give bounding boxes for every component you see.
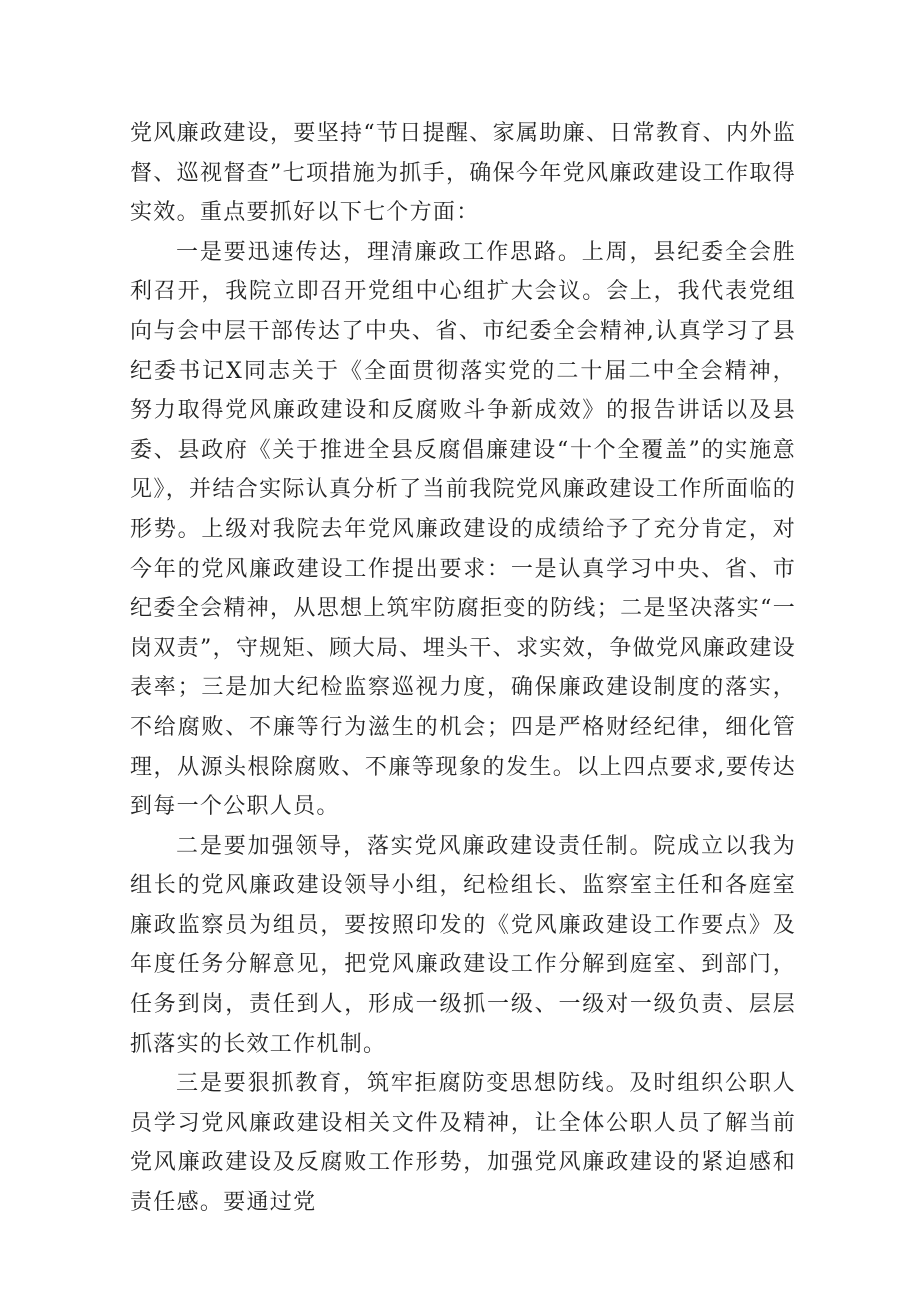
paragraph-point-one: 一是要迅速传达，理清廉政工作思路。上周，县纪委全会胜利召开，我院立即召开党组中心组扩大会议。会上，我代表党组向与会中层干部传达了中央、省、市纪委全会精神,认真学习了县纪委书记X同志关于《全面贯彻落实党的二十届二中全会精神，努力取得党风廉政建设和反腐败斗争新成效》的报告讲话以及县委、县政府《关于推进全县反腐倡廉建设“十个全覆盖”的实施意见》，并结合实际认真分析了当前我院党风廉政建设工作所面临的形势。上级对我院去年党风廉政建设的成绩给予了充分肯定，对今年的党风廉政建设工作提出要求：一是认真学习中央、省、市纪委全会精神，从思想上筑牢防腐拒变的防线；二是坚决落实“一岗双责”，守规矩、顾大局、埋头干、求实效，争做党风廉政建设表率；三是加大纪检监察巡视力度，确保廉政建设制度的落实，不给腐败、不廉等行为滋生的机会；四是严格财经纪律，细化管理，从源头根除腐败、不廉等现象的发生。以上四点要求,要传达到每一个公职人员。 <box>130 239 796 820</box>
paragraph-intro: 党风廉政建设，要坚持“节日提醒、家属助廉、日常教育、内外监督、巡视督查”七项措施为抓手，确保今年党风廉政建设工作取得实效。重点要抓好以下七个方面： <box>130 121 796 226</box>
paragraph-point-two: 二是要加强领导，落实党风廉政建设责任制。院成立以我为组长的党风廉政建设领导小组，纪检组长、监察室主任和各庭室廉政监察员为组员，要按照印发的《党风廉政建设工作要点》及年度任务分解意见，把党风廉政建设工作分解到庭室、到部门，任务到岗，责任到人，形成一级抓一级、一级对一级负责、层层抓落实的长效工作机制。 <box>130 833 796 1057</box>
paragraph-point-three: 三是要狠抓教育，筑牢拒腐防变思想防线。及时组织公职人员学习党风廉政建设相关文件及精神，让全体公职人员了解当前党风廉政建设及反腐败工作形势，加强党风廉政建设的紧迫感和责任感。要通过党 <box>130 1071 796 1216</box>
document-body <box>130 114 796 1223</box>
